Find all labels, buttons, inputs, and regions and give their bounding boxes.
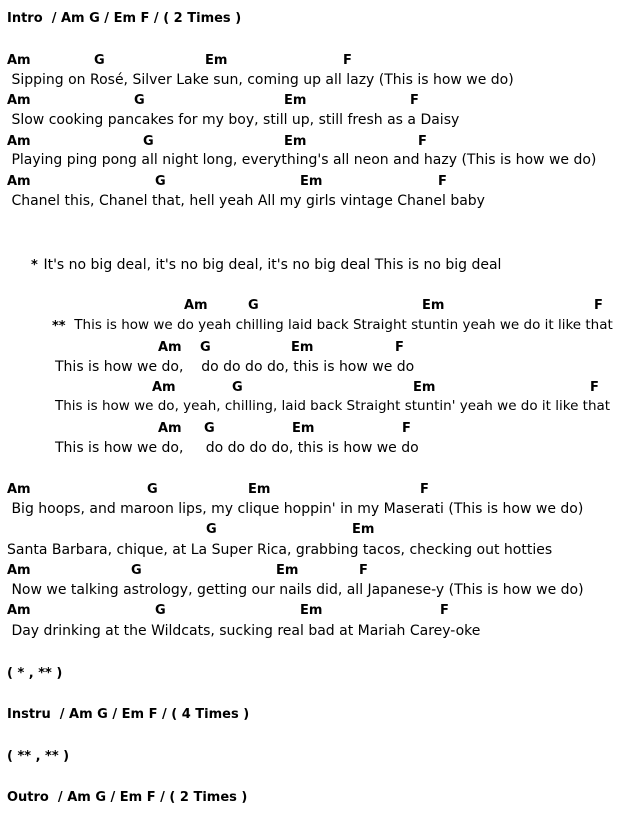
- lyric-line: Chanel this, Chanel that, hell yeah All my girls vintage Chanel baby: [7, 193, 485, 209]
- chord: G: [232, 380, 243, 395]
- chord: Am: [7, 482, 31, 497]
- lyric-line: Santa Barbara, chique, at La Super Rica, grabbing tacos, checking out hotties: [7, 542, 553, 558]
- chord: Em: [422, 298, 445, 313]
- chord: F: [420, 482, 429, 497]
- chord: Em: [205, 53, 228, 68]
- lyric-line: Playing ping pong all night long, everything's all neon and hazy (This is how we do): [7, 152, 597, 168]
- chord: F: [410, 93, 419, 108]
- chord: G: [155, 603, 166, 618]
- chord: Em: [413, 380, 436, 395]
- instru-line: Instru / Am G / Em F / ( 4 Times ): [7, 707, 250, 722]
- chord: Em: [292, 421, 315, 436]
- chord: F: [359, 563, 368, 578]
- chord: G: [155, 174, 166, 189]
- chord: Am: [184, 298, 208, 313]
- lyric-line: This is how we do, do do do do, this is how we do: [55, 359, 415, 375]
- chord: G: [94, 53, 105, 68]
- chord: Em: [284, 134, 307, 149]
- chord: G: [143, 134, 154, 149]
- lyric-line: Big hoops, and maroon lips, my clique hoppin' in my Maserati (This is how we do): [7, 501, 584, 517]
- lyric-line: Day drinking at the Wildcats, sucking real bad at Mariah Carey-oke: [7, 623, 481, 639]
- chord: F: [590, 380, 599, 395]
- chord: Am: [152, 380, 176, 395]
- lyric-line: Now we talking astrology, getting our nails did, all Japanese-y (This is how we do): [7, 582, 584, 598]
- chord: Em: [300, 603, 323, 618]
- lyric-line: This is how we do, yeah, chilling, laid back Straight stuntin' yeah we do it like that: [55, 398, 611, 414]
- chord: F: [343, 53, 352, 68]
- chord: Am: [158, 421, 182, 436]
- chord: Em: [300, 174, 323, 189]
- pre-chorus-mark: *: [31, 258, 38, 273]
- chord: Am: [158, 340, 182, 355]
- intro-line: Intro / Am G / Em F / ( 2 Times ): [7, 11, 242, 26]
- chorus-mark: **: [52, 319, 66, 334]
- chord: G: [134, 93, 145, 108]
- lyric-line: This is how we do yeah chilling laid back Straight stuntin yeah we do it like that: [70, 317, 613, 333]
- chord: F: [418, 134, 427, 149]
- chord: F: [440, 603, 449, 618]
- chord: Am: [7, 603, 31, 618]
- chord: G: [206, 522, 217, 537]
- chord: Am: [7, 53, 31, 68]
- lyric-line: Sipping on Rosé, Silver Lake sun, coming up all lazy (This is how we do): [7, 72, 514, 88]
- chord: G: [204, 421, 215, 436]
- outro-line: Outro / Am G / Em F / ( 2 Times ): [7, 790, 248, 805]
- chord: F: [395, 340, 404, 355]
- chord: G: [131, 563, 142, 578]
- repeat-line: ( ** , ** ): [7, 749, 70, 764]
- chord: G: [248, 298, 259, 313]
- chord: Am: [7, 563, 31, 578]
- chord: Em: [276, 563, 299, 578]
- chord: G: [200, 340, 211, 355]
- chord: G: [147, 482, 158, 497]
- chord: Em: [352, 522, 375, 537]
- chord: F: [438, 174, 447, 189]
- chord: F: [402, 421, 411, 436]
- chord: Am: [7, 134, 31, 149]
- chord: F: [594, 298, 603, 313]
- lyric-line: Slow cooking pancakes for my boy, still up, still fresh as a Daisy: [7, 112, 460, 128]
- chord: Am: [7, 174, 31, 189]
- chord: Em: [248, 482, 271, 497]
- repeat-line: ( * , ** ): [7, 666, 63, 681]
- lyric-line: This is how we do, do do do do, this is how we do: [55, 440, 419, 456]
- chord: Em: [291, 340, 314, 355]
- chord: Em: [284, 93, 307, 108]
- pre-chorus-lyric: It's no big deal, it's no big deal, it's no big deal This is no big deal: [39, 257, 502, 273]
- chord: Am: [7, 93, 31, 108]
